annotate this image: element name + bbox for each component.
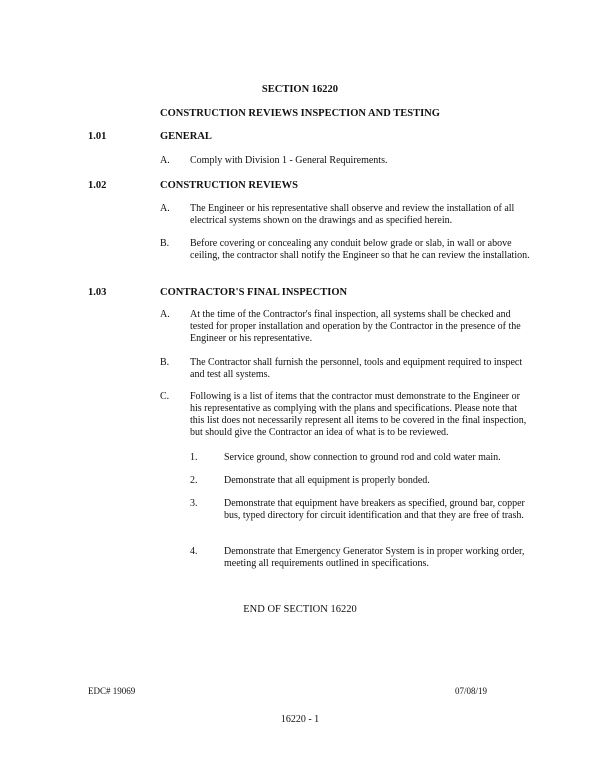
- item-letter: A.: [160, 203, 170, 214]
- section-heading-general: GENERAL: [160, 131, 212, 142]
- section-heading-construction-reviews: CONSTRUCTION REVIEWS: [160, 180, 298, 191]
- page-number: 16220 - 1: [280, 714, 320, 725]
- subitem-number: 3.: [190, 498, 198, 509]
- item-letter: B.: [160, 238, 170, 249]
- subitem-text: Demonstrate that all equipment is properly bonded.: [224, 475, 430, 486]
- subitem-text: Demonstrate that equipment have breakers as specified, ground bar, copper bus, typed directory for circuit identification and that they are free of trash.: [224, 498, 525, 521]
- footer-document-id: EDC# 19069: [88, 686, 136, 696]
- section-heading-final-inspection: CONTRACTOR'S FINAL INSPECTION: [160, 287, 348, 298]
- item-letter: B.: [160, 357, 170, 368]
- section-title: SECTION 16220: [261, 84, 339, 95]
- footer-date: 07/08/19: [455, 686, 488, 696]
- subitem-number: 1.: [190, 452, 198, 463]
- subitem-number: 2.: [190, 475, 198, 486]
- section-number-1-03: 1.03: [88, 287, 107, 298]
- item-text: Following is a list of items that the contractor must demonstrate to the Engineer or his representative as complying with the plans and specifications. Please note that this list does not necessarily represent all items to be covered in the final inspection, but should give the Contractor an idea of what is to be reviewed.: [190, 391, 527, 438]
- item-text: The Engineer or his representative shall observe and review the installation of all electrical systems shown on the drawings and as specified herein.: [190, 203, 515, 226]
- item-letter: A.: [160, 155, 170, 166]
- section-number-1-02: 1.02: [88, 180, 107, 191]
- section-subtitle: CONSTRUCTION REVIEWS INSPECTION AND TESTING: [160, 108, 440, 119]
- item-text: Comply with Division 1 - General Requirements.: [190, 155, 388, 166]
- item-text: Before covering or concealing any conduit below grade or slab, in wall or above ceiling, the contractor shall notify the Engineer so that he can review the installation.: [190, 238, 530, 261]
- item-text: At the time of the Contractor's final inspection, all systems shall be checked and tested for proper installation and operation by the Contractor in the presence of the Engineer or his representative.: [190, 309, 521, 344]
- item-text: The Contractor shall furnish the personnel, tools and equipment required to inspect and test all systems.: [190, 357, 523, 380]
- item-letter: A.: [160, 309, 170, 320]
- end-of-section: END OF SECTION 16220: [243, 604, 357, 615]
- subitem-text: Demonstrate that Emergency Generator System is in proper working order, meeting all requirements outlined in specifications.: [224, 546, 525, 569]
- subitem-number: 4.: [190, 546, 198, 557]
- section-number-1-01: 1.01: [88, 131, 107, 142]
- item-letter: C.: [160, 391, 170, 402]
- subitem-text: Service ground, show connection to ground rod and cold water main.: [224, 452, 501, 463]
